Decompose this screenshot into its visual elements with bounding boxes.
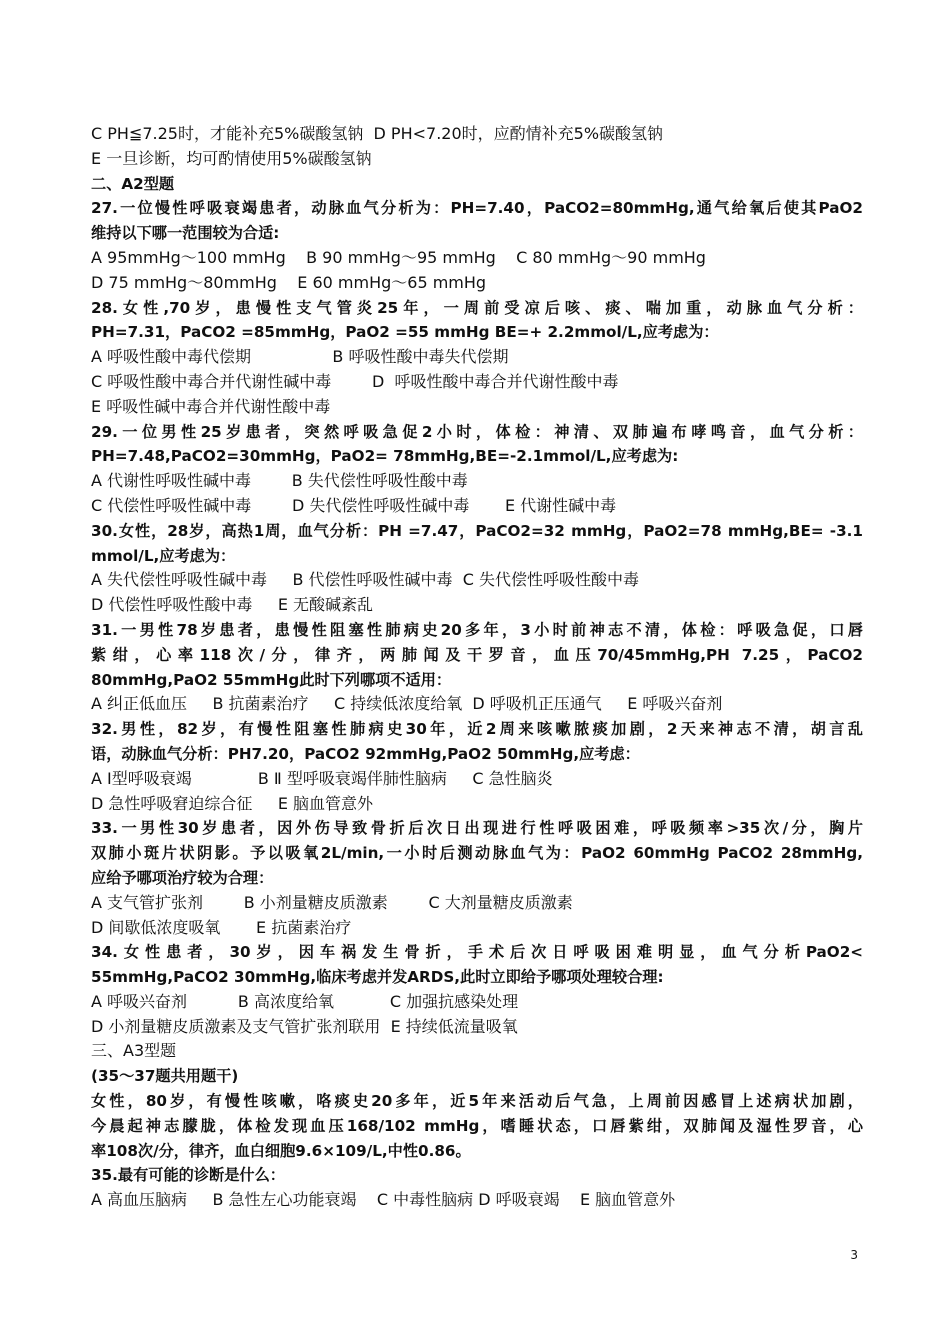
question-text-line: 今晨起神志朦胧，体检发现血压168/102 mmHg，嗜睡状态，口唇紫绀，双肺闻及湿性罗音，心	[91, 1116, 863, 1135]
question-text-line: 率108次/分，律齐，血白细胞9.6×109/L,中性0.86。	[91, 1141, 471, 1160]
question-text-line: 35.最有可能的诊断是什么：	[91, 1166, 285, 1185]
question-text-line: 二、A2型题	[91, 174, 175, 193]
question-text-line: PH=7.48,PaCO2=30mmHg，PaO2= 78mmHg,BE=-2.1mmol/L,应考虑为:	[91, 447, 679, 466]
option-text-line: A 纠正低血压 B 抗菌素治疗 C 持续低浓度给氧 D 呼吸机正压通气 E 呼吸兴奋剂	[91, 694, 723, 714]
question-text-line: 应给予哪项治疗较为合理：	[91, 868, 274, 887]
option-text-line: C PH≦7.25时，才能补充5%碳酸氢钠 D PH<7.20时，应酌情补充5%碳酸氢钠	[91, 124, 664, 143]
option-text-line: D 间歇低浓度吸氧 E 抗菌素治疗	[91, 917, 352, 937]
option-text-line: A I型呼吸衰竭 B Ⅱ 型呼吸衰竭伴肺性脑病 C 急性脑炎	[91, 768, 553, 788]
option-text-line: A 高血压脑病 B 急性左心功能衰竭 C 中毒性脑病 D 呼吸衰竭 E 脑血管意外	[91, 1190, 676, 1210]
option-text-line: A 代谢性呼吸性碱中毒 B 失代偿性呼吸性酸中毒	[91, 471, 468, 491]
option-text-line: A 失代偿性呼吸性碱中毒 B 代偿性呼吸性碱中毒 C 失代偿性呼吸性酸中毒	[91, 570, 639, 590]
question-text-line: 双肺小斑片状阴影。予以吸氧2L/min,一小时后测动脉血气为：PaO2 60mmHg PaCO2 28mmHg,	[91, 844, 863, 863]
option-text-line: A 支气管扩张剂 B 小剂量糖皮质激素 C 大剂量糖皮质激素	[91, 892, 573, 912]
option-text-line: D 代偿性呼吸性酸中毒 E 无酸碱紊乱	[91, 595, 374, 615]
option-text-line: C 代偿性呼吸性碱中毒 D 失代偿性呼吸性碱中毒 E 代谢性碱中毒	[91, 495, 617, 515]
option-text-line: D 75 mmHg～80mmHg E 60 mmHg～65 mmHg	[91, 272, 487, 292]
question-text-line: 28.女性,70岁，患慢性支气管炎25年，一周前受凉后咳、痰、喘加重，动脉血气分析：	[91, 298, 863, 317]
question-text-line: 80mmHg,PaO2 55mmHg此时下列哪项不适用：	[91, 670, 452, 689]
question-text-line: 维持以下哪一范围较为合适:	[91, 224, 280, 243]
question-text-line: 语，动脉血气分析：PH7.20，PaCO2 92mmHg,PaO2 50mmHg,应考虑：	[91, 744, 640, 763]
question-text-line: (35～37题共用题干)	[91, 1067, 239, 1086]
question-text-line: 34.女性患者，30岁，因车祸发生骨折，手术后次日呼吸困难明显，血气分析PaO2<	[91, 943, 863, 962]
question-text-line: 27.一位慢性呼吸衰竭患者，动脉血气分析为：PH=7.40，PaCO2=80mmHg,通气给氧后使其PaO2	[91, 199, 863, 218]
question-text-line: 女性，80岁，有慢性咳嗽，咯痰史20多年，近5年来活动后气急，上周前因感冒上述病状加剧，	[91, 1092, 863, 1111]
option-text-line: D 小剂量糖皮质激素及支气管扩张剂联用 E 持续低流量吸氧	[91, 1016, 518, 1036]
question-text-line: 31.一男性78岁患者，患慢性阻塞性肺病史20多年，3小时前神志不清，体检：呼吸急促，口唇	[91, 620, 863, 639]
question-text-line: 32.男性，82岁，有慢性阻塞性肺病史30年，近2周来咳嗽脓痰加剧，2天来神志不清，胡言乱	[91, 720, 863, 739]
option-text-line: E 一旦诊断，均可酌情使用5%碳酸氢钠	[91, 148, 372, 168]
question-text-line: 33.一男性30岁患者，因外伤导致骨折后次日出现进行性呼吸困难，呼吸频率>35次/分，胸片	[91, 819, 863, 838]
option-text-line: C 呼吸性酸中毒合并代谢性碱中毒 D 呼吸性酸中毒合并代谢性酸中毒	[91, 371, 619, 391]
question-text-line: 29.一位男性25岁患者，突然呼吸急促2小时，体检：神清、双肺遍布哮鸣音，血气分析：	[91, 422, 863, 441]
option-text-line: A 呼吸兴奋剂 B 高浓度给氧 C 加强抗感染处理	[91, 991, 519, 1011]
question-text-line: PH=7.31，PaCO2 =85mmHg，PaO2 =55 mmHg BE=+ 2.2mmol/L,应考虑为：	[91, 323, 719, 342]
question-text-line: mmol/L,应考虑为：	[91, 546, 236, 565]
option-text-line: 三、A3型题	[91, 1041, 177, 1061]
page-number: 3	[850, 1248, 858, 1262]
option-text-line: D 急性呼吸窘迫综合征 E 脑血管意外	[91, 793, 374, 813]
question-text-line: 30.女性，28岁，高热1周，血气分析：PH =7.47，PaCO2=32 mmHg，PaO2=78 mmHg,BE= -3.1	[91, 521, 863, 540]
option-text-line: A 呼吸性酸中毒代偿期 B 呼吸性酸中毒失代偿期	[91, 347, 509, 367]
question-text-line: 紫绀，心率118次/分，律齐，两肺闻及干罗音，血压70/45mmHg,PH 7.25，PaCO2	[91, 645, 863, 664]
question-text-line: 55mmHg,PaCO2 30mmHg,临床考虑并发ARDS,此时立即给予哪项处理较合理:	[91, 968, 664, 987]
option-text-line: E 呼吸性碱中毒合并代谢性酸中毒	[91, 396, 331, 416]
document-body	[91, 122, 863, 1213]
option-text-line: A 95mmHg～100 mmHg B 90 mmHg～95 mmHg C 80 mmHg～90 mmHg	[91, 247, 706, 267]
